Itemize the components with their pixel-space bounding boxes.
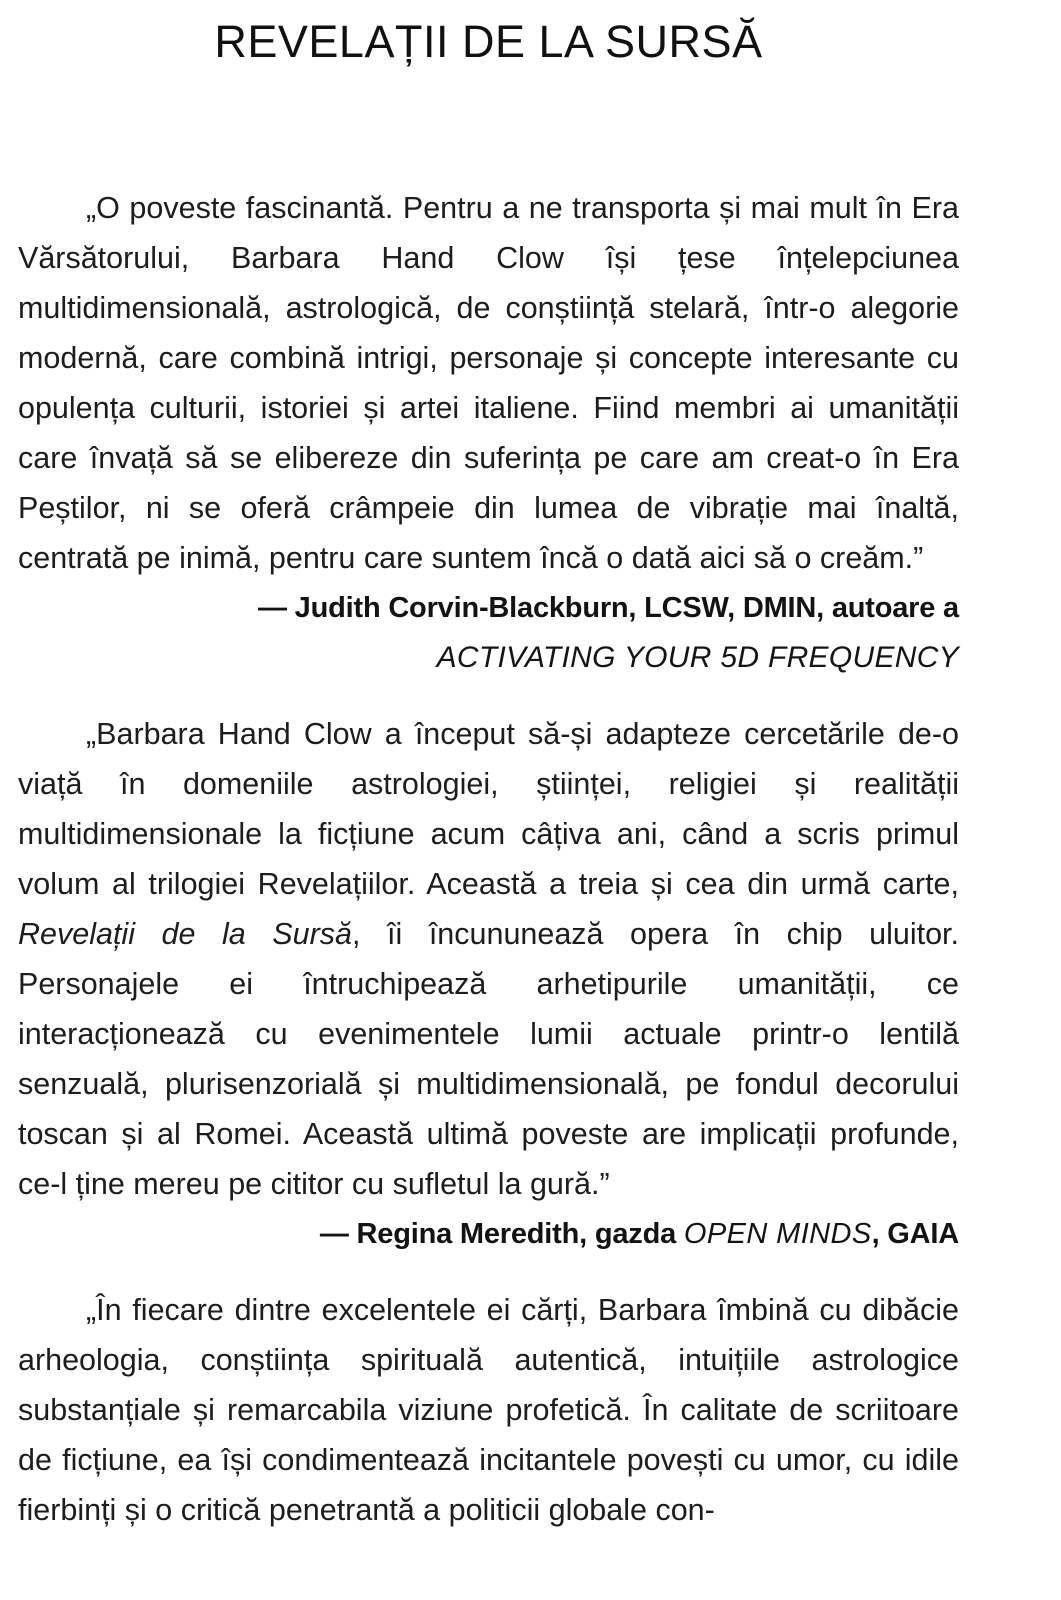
paragraph-spacer (18, 683, 1001, 709)
blurb-regina-attribution-prefix: — Regina Meredith, gazda (319, 1218, 684, 1251)
blurb-regina-attribution (18, 1209, 1001, 1259)
blurb-regina-attribution-show: OPEN MINDS (683, 1218, 872, 1251)
blurb-judith-quote: „O poveste fascinantă. Pentru a ne transporta și mai mult în Era Vărsătorului, Barbara Hand Clow își țese înțelepciunea multidimensională, astrologică, de conștiință stelară, într-o alegorie modernă, care combină intrigi, personaje și concepte interesante cu opulența culturii, istoriei și artei italiene. Fiind membri ai umanității care învață să se elibereze din suferința pe care am creat-o în Era Peștilor, ni se oferă crâmpeie din lumea de vibrație mai înaltă, centrată pe inimă, pentru care suntem încă o dată aici să o creăm.” (18, 191, 959, 576)
blurb-judith-attribution-work: ACTIVATING YOUR 5D FREQUENCY (436, 641, 959, 675)
paragraph-spacer (18, 1259, 1001, 1285)
blurb-third-text (18, 1285, 1001, 1535)
blurb-regina-text (18, 709, 1001, 1209)
page-title: REVELAȚII DE LA SURSĂ (214, 16, 763, 67)
blurb-third-quote: „În fiecare dintre excelentele ei cărți, Barbara îmbină cu dibăcie arheologia, conștiința spirituală autentică, intuițiile astrologice substanțiale și remarcabila viziune profetică. În calitate de scriitoare de ficțiune, ea își condimentează incitantele povești cu umor, cu idile fierbinți și o critică penetrantă a politicii globale con- (18, 1293, 959, 1528)
blurb-judith-text (18, 183, 1001, 583)
blurb-regina-work-title: Revelații de la Sursă (18, 917, 352, 952)
blurb-judith-attribution: — Judith Corvin-Blackburn, LCSW, DMIN, autoare a (258, 592, 959, 625)
blurb-regina-quote-part-1: „Barbara Hand Clow a început să-și adapteze cercetările de-o viață în domeniile astrologiei, științei, religiei și realității multidimensionale la ficțiune acum câțiva ani, când a scris primul volum al trilogiei Revelațiilor. Această a treia și cea din urmă carte, (18, 717, 959, 902)
blurb-regina-attribution-suffix: , GAIA (871, 1218, 959, 1251)
blurb-regina-quote-part-2: , îi încununează opera în chip uluitor. Personajele ei întruchipează arhetipurile umanității, ce interacționează cu evenimentele lumii actuale printr-o lentilă senzuală, plurisenzorială și multidimensională, pe fondul decorului toscan și al Romei. Această ultimă poveste are implicații profunde, ce-l ține mereu pe cititor cu sufletul la gură.” (18, 917, 959, 1202)
